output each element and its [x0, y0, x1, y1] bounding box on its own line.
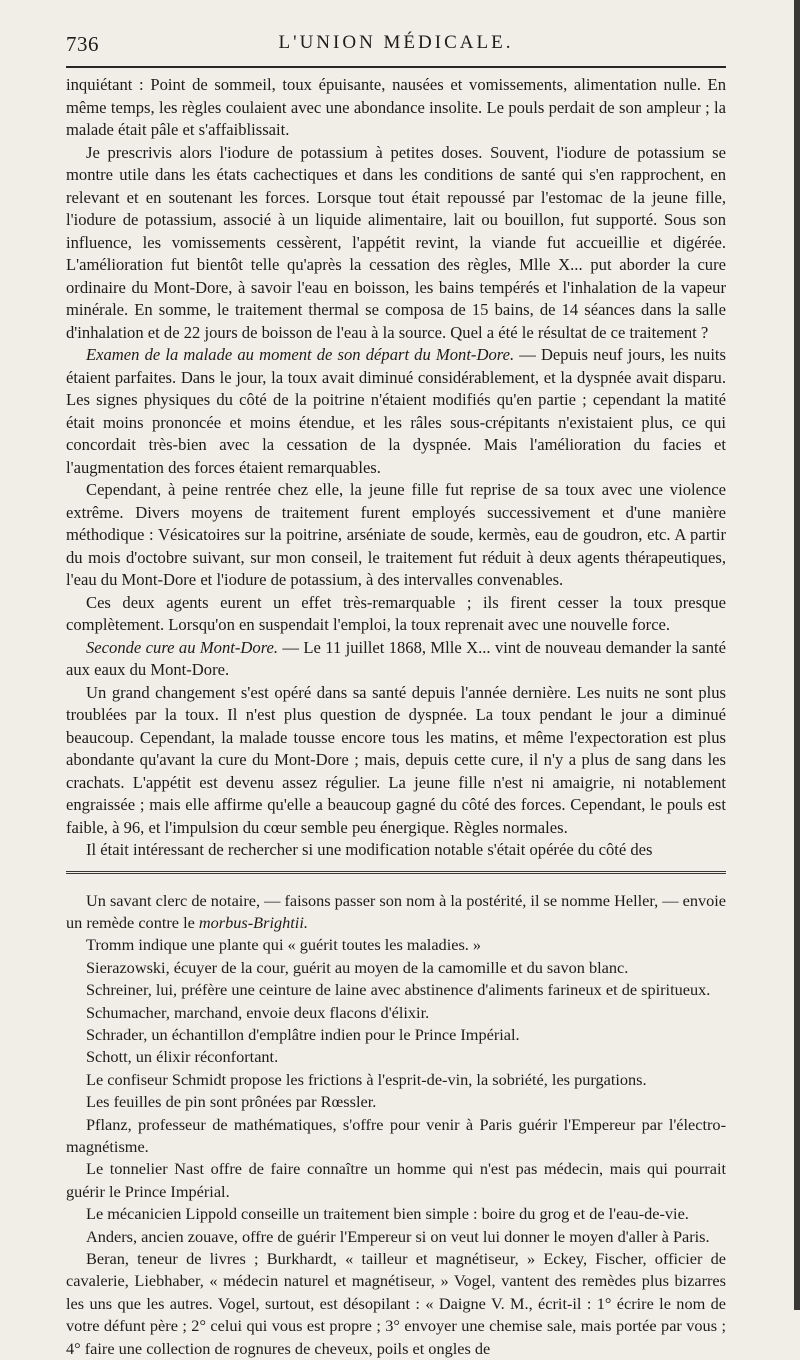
- paragraph-text: Ces deux agents eurent un effet très-remarquable ; ils firent cesser la toux presque complètement. Lorsqu'on en suspendait l'emploi, la toux reprenait avec une nouvelle force.: [66, 593, 726, 635]
- paragraph-text: Tromm indique une plante qui « guérit toutes les maladies. »: [86, 935, 481, 954]
- journal-page: [66, 28, 726, 1360]
- paragraph-text: Un savant clerc de notaire, — faisons passer son nom à la postérité, il se nomme Heller, — envoie un remède contre le: [66, 891, 726, 932]
- paragraph-text: Schott, un élixir réconfortant.: [86, 1047, 278, 1066]
- paragraph-text: inquiétant : Point de sommeil, toux épuisante, nausées et vomissements, alimentation nulle. En même temps, les règles coulaient avec une abondance insolite. Le pouls perdait de son ampleur ; la malade était pâle et s'affaiblissait.: [66, 75, 726, 139]
- paragraph-text: Cependant, à peine rentrée chez elle, la jeune fille fut reprise de sa toux avec une violence extrême. Divers moyens de traitement furent employés successivement et d'une manière méthodique : Vésicatoires sur la poitrine, arséniate de soude, kermès, eau de goudron, etc. A partir du mois d'octobre suivant, sur mon conseil, le traitement fut réduit à deux agents thérapeutiques, l'eau du Mont-Dore et l'iodure de potassium, à des intervalles convenables.: [66, 480, 726, 589]
- page-header: [66, 28, 726, 58]
- feuilleton-paragraph: [66, 1024, 726, 1046]
- paragraph-text: Le tonnelier Nast offre de faire connaître un homme qui n'est pas médecin, mais qui pourrait guérir le Prince Impérial.: [66, 1159, 726, 1200]
- section-heading: Examen de la malade au moment de son départ du Mont-Dore.: [86, 345, 514, 364]
- article-paragraph: [66, 479, 726, 592]
- paragraph-text: Sierazowski, écuyer de la cour, guérit au moyen de la camomille et du savon blanc.: [86, 958, 628, 977]
- article-paragraph: [66, 592, 726, 637]
- feuilleton-separator: [66, 871, 726, 874]
- header-rule: [66, 66, 726, 68]
- paragraph-text: Un grand changement s'est opéré dans sa santé depuis l'année dernière. Les nuits ne sont plus troublées par la toux. Il n'est plus question de dyspnée. La toux pendant le jour a diminué beaucoup. Cependant, la malade tousse encore tous les matins, et même l'expectoration est plus abondante qu'avant la cure du Mont-Dore ; mais, depuis cette cure, il n'y a plus de sang dans les crachats. L'appétit est devenu assez régulier. La jeune fille n'est ni amaigrie, ni notablement engraissée ; mais elle affirme qu'elle a beaucoup gagné du côté des forces. Cependant, le pouls est faible, à 96, et l'impulsion du cœur semble peu énergique. Règles normales.: [66, 683, 726, 837]
- paragraph-text: Beran, teneur de livres ; Burkhardt, « tailleur et magnétiseur, » Eckey, Fischer, officier de cavalerie, Liebhaber, « médecin naturel et magnétiseur, » Vogel, vantent des remèdes plus bizarres les uns que les autres. Vogel, surtout, est désopilant : « Daigne V. M., écrit-il : 1° écrire le nom de votre défunt père ; 2° celui qui vous est propre ; 3° envoyer une chemise sale, mais portée par vous ; 4° faire une collection de rognures de cheveux, poils et ongles de: [66, 1249, 726, 1358]
- running-title: L'UNION MÉDICALE.: [66, 32, 726, 54]
- paragraph-text: Anders, ancien zouave, offre de guérir l'Empereur si on veut lui donner le moyen d'aller à Paris.: [86, 1227, 710, 1246]
- feuilleton-paragraph: [66, 1203, 726, 1225]
- paragraph-text: Je prescrivis alors l'iodure de potassium à petites doses. Souvent, l'iodure de potassium se montre utile dans les états cachectiques et dans les conditions de santé qui s'en rapprochent, en relevant et en soutenant les forces. Lorsque tout était repoussé par l'estomac de la jeune fille, l'iodure de potassium, associé à un liquide alimentaire, lait ou bouillon, fut supporté. Sous son influence, les vomissements cessèrent, l'appétit revint, la viande fut accueillie et digérée. L'amélioration fut bientôt telle qu'après la cessation des règles, Mlle X... put aborder la cure ordinaire du Mont-Dore, à savoir l'eau en boisson, les bains tempérés et l'inhalation de la vapeur minérale. En somme, le traitement thermal se composa de 15 bains, de 14 séances dans la salle d'inhalation et de 22 jours de boisson de l'eau à la source. Quel a été le résultat de ce traitement ?: [66, 143, 726, 342]
- feuilleton-paragraph: [66, 1091, 726, 1113]
- feuilleton-paragraph: [66, 979, 726, 1001]
- article-paragraph: [66, 344, 726, 479]
- feuilleton-paragraph: [66, 934, 726, 956]
- article-paragraph: [66, 839, 726, 862]
- italic-term: morbus-Brightii.: [199, 913, 308, 932]
- feuilleton-paragraph: [66, 890, 726, 935]
- page-number: 736: [66, 32, 99, 57]
- article-paragraph: [66, 74, 726, 142]
- feuilleton-paragraph: [66, 1248, 726, 1360]
- paragraph-text: Schumacher, marchand, envoie deux flacons d'élixir.: [86, 1003, 429, 1022]
- paragraph-text: — Le 11 juillet 1868, Mlle X... vint de nouveau demander la santé aux eaux du Mont-Dore.: [66, 638, 726, 680]
- feuilleton-paragraph: [66, 1046, 726, 1068]
- paragraph-text: Pflanz, professeur de mathématiques, s'offre pour venir à Paris guérir l'Empereur par l'électro-magnétisme.: [66, 1115, 726, 1156]
- feuilleton-paragraph: [66, 1002, 726, 1024]
- paragraph-text: Les feuilles de pin sont prônées par Rœssler.: [86, 1092, 376, 1111]
- main-article-text: [66, 74, 726, 862]
- article-paragraph: [66, 142, 726, 345]
- paragraph-text: Schreiner, lui, préfère une ceinture de laine avec abstinence d'aliments farineux et de spiritueux.: [86, 980, 710, 999]
- paragraph-text: Schrader, un échantillon d'emplâtre indien pour le Prince Impérial.: [86, 1025, 520, 1044]
- paragraph-text: — Depuis neuf jours, les nuits étaient parfaites. Dans le jour, la toux avait diminué considérablement, et la dyspnée avait disparu. Les signes physiques du côté de la poitrine n'étaient modifiés qu'en partie ; cependant la matité était moins prononcée et moins étendue, et les râles sous-crépitants n'existaient plus, ce qui concordait très-bien avec la cessation de la dyspnée. Mais l'amélioration du facies et l'augmentation des forces étaient remarquables.: [66, 345, 726, 477]
- feuilleton-paragraph: [66, 1114, 726, 1159]
- article-paragraph: [66, 637, 726, 682]
- paragraph-text: Il était intéressant de rechercher si une modification notable s'était opérée du côté des: [86, 840, 652, 859]
- feuilleton-paragraph: [66, 957, 726, 979]
- article-paragraph: [66, 682, 726, 840]
- feuilleton-paragraph: [66, 1069, 726, 1091]
- section-heading: Seconde cure au Mont-Dore.: [86, 638, 278, 657]
- page-edge-shadow: [794, 0, 800, 1310]
- feuilleton-notes: [66, 890, 726, 1360]
- paragraph-text: Le mécanicien Lippold conseille un traitement bien simple : boire du grog et de l'eau-de-vie.: [86, 1204, 689, 1223]
- feuilleton-paragraph: [66, 1158, 726, 1203]
- feuilleton-paragraph: [66, 1226, 726, 1248]
- paragraph-text: Le confiseur Schmidt propose les frictions à l'esprit-de-vin, la sobriété, les purgations.: [86, 1070, 647, 1089]
